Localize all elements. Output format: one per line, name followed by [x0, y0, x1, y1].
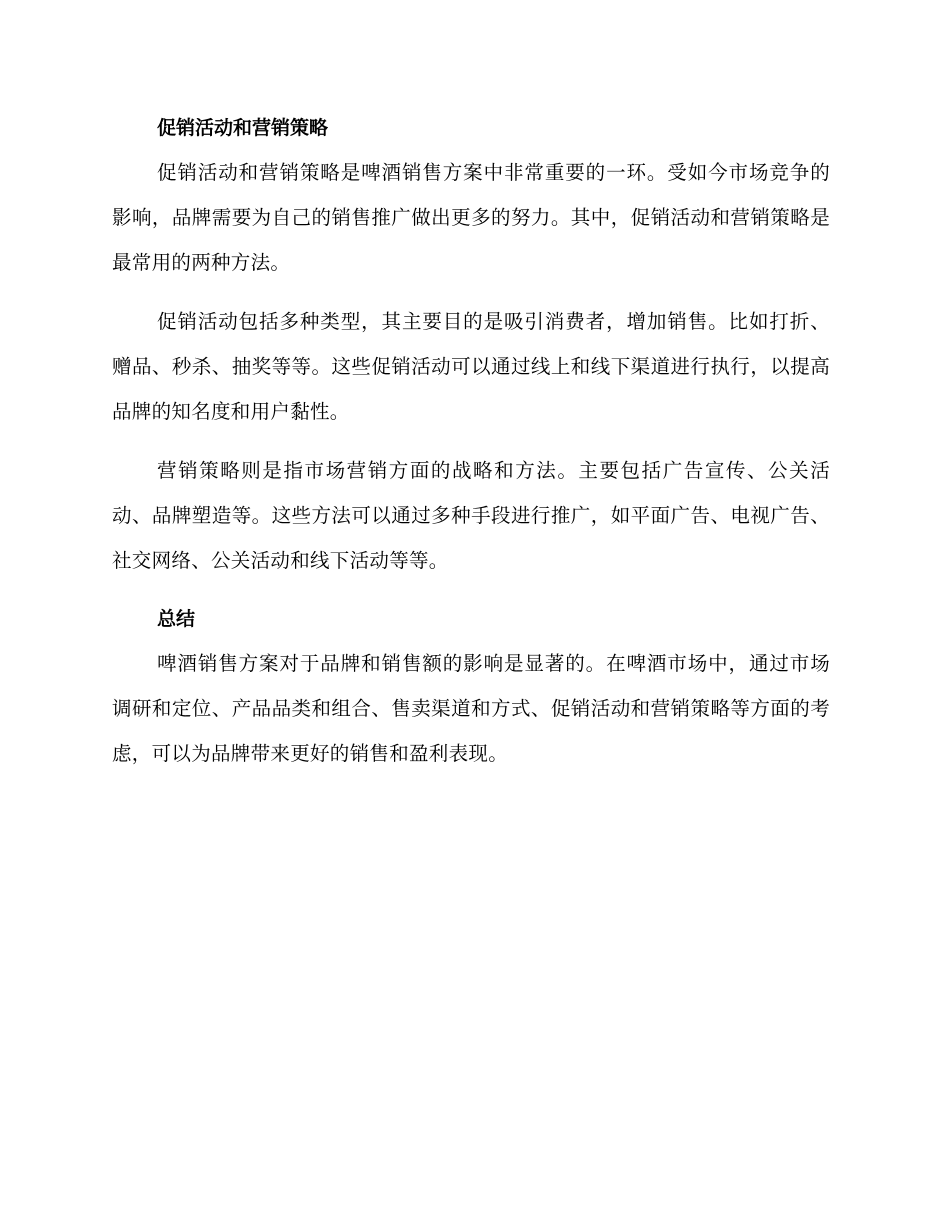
section-heading-promotion: 促销活动和营销策略 — [157, 117, 329, 139]
section-heading-summary: 总结 — [157, 608, 196, 630]
paragraph: 营销策略则是指市场营销方面的战略和方法。主要包括广告宣传、公关活动、品牌塑造等。这些方法可以通过多种手段进行推广，如平面广告、电视广告、社交网络、公关活动和线下活动等等。 — [112, 459, 830, 572]
paragraph: 促销活动包括多种类型，其主要目的是吸引消费者，增加销售。比如打折、赠品、秒杀、抽奖等等。这些促销活动可以通过线上和线下渠道进行执行，以提高品牌的知名度和用户黏性。 — [112, 310, 830, 423]
paragraph: 啤酒销售方案对于品牌和销售额的影响是显著的。在啤酒市场中，通过市场调研和定位、产品品类和组合、售卖渠道和方式、促销活动和营销策略等方面的考虑，可以为品牌带来更好的销售和盈利表现。 — [112, 652, 830, 765]
document-body — [112, 106, 830, 790]
paragraph: 促销活动和营销策略是啤酒销售方案中非常重要的一环。受如今市场竞争的影响，品牌需要为自己的销售推广做出更多的努力。其中，促销活动和营销策略是最常用的两种方法。 — [112, 161, 830, 274]
